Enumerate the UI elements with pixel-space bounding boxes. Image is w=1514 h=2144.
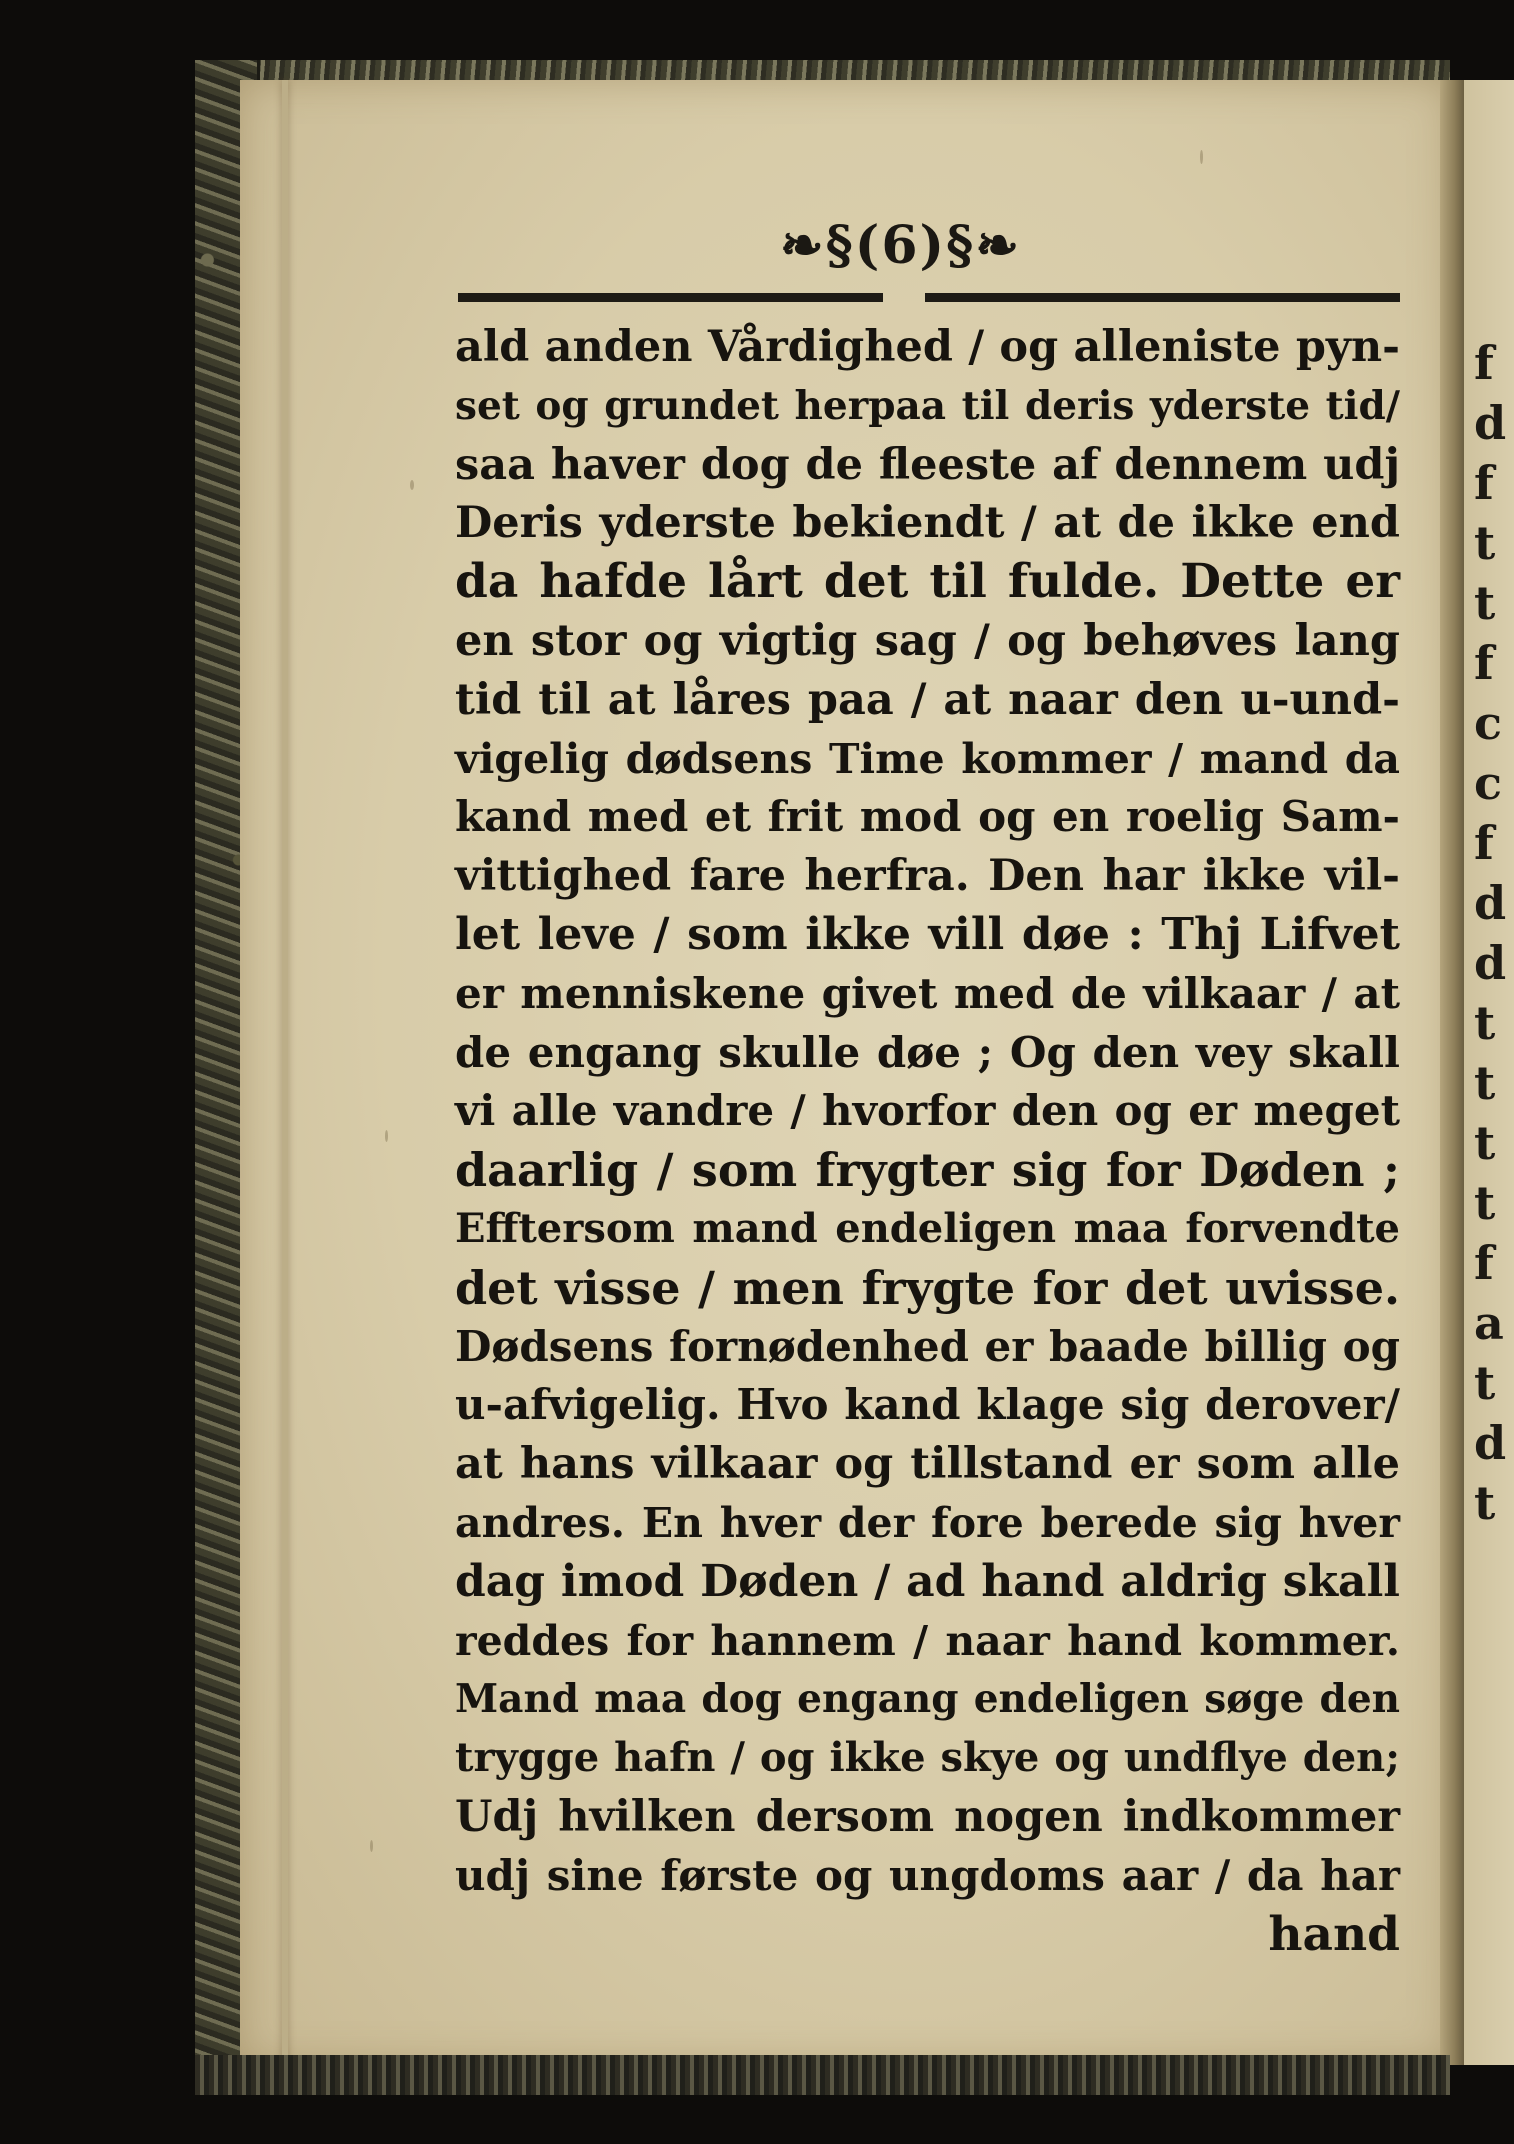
next-page-letter: f <box>1474 336 1494 390</box>
next-page-letter: d <box>1474 396 1507 450</box>
paper-speck <box>370 1840 373 1852</box>
page-number: (6) <box>854 215 947 276</box>
next-page-letter: c <box>1474 696 1503 750</box>
text-line: kand med et frit mod og en roelig Sam- <box>455 792 1400 842</box>
text-line: vittighed fare herfra. Den har ikke vil- <box>455 851 1400 902</box>
text-line: Efftersom mand endeligen maa forvendte <box>455 1204 1400 1252</box>
next-page-letter: t <box>1474 1116 1496 1170</box>
text-line: daarlig / som frygter sig for Døden ; <box>455 1143 1400 1198</box>
text-line: Deris yderste bekiendt / at de ikke end <box>455 498 1400 549</box>
next-page-letter: t <box>1474 516 1496 570</box>
next-page-letter: d <box>1474 1416 1507 1470</box>
text-line: Dødsens fornødenhed er baade billig og <box>455 1321 1400 1371</box>
text-line: tid til at låres paa / at naar den u-und- <box>455 674 1400 725</box>
text-line: dag imod Døden / ad hand aldrig skall <box>455 1555 1400 1607</box>
next-page-letter: f <box>1474 636 1494 690</box>
text-line: set og grundet herpaa til deris yderste tid/ <box>455 382 1400 429</box>
page-edge <box>282 80 288 2065</box>
text-line: reddes for hannem / naar hand kommer. <box>455 1616 1400 1665</box>
text-line: u-afvigelig. Hvo kand klage sig derover/ <box>455 1380 1400 1430</box>
text-line: andres. En hver der fore berede sig hver <box>455 1498 1400 1547</box>
text-line: Mand maa dog engang endeligen søge den <box>455 1676 1400 1723</box>
text-line: er menniskene givet med de vilkaar / at <box>455 968 1400 1018</box>
page-header <box>780 215 1021 276</box>
text-line: vi alle vandre / hvorfor den og er meget <box>455 1086 1400 1136</box>
text-line: saa haver dog de fleeste af dennem udj <box>455 439 1400 490</box>
header-ornament-right: §❧ <box>946 215 1021 276</box>
text-line: det visse / men frygte for det uvisse. <box>455 1260 1400 1315</box>
next-page-letter: t <box>1474 1476 1496 1530</box>
next-page-letter: f <box>1474 1236 1494 1290</box>
text-line: da hafde lårt det til fulde. Dette er <box>455 554 1400 610</box>
next-page-letter: f <box>1474 816 1494 870</box>
next-page-letter: t <box>1474 1056 1496 1110</box>
text-line: en stor og vigtig sag / og behøves lang <box>455 615 1400 666</box>
header-rule-left <box>458 293 883 302</box>
paper-speck <box>385 1130 388 1142</box>
text-line: Udj hvilken dersom nogen indkommer <box>455 1791 1400 1842</box>
next-page-fragment <box>1464 80 1514 2065</box>
paper-speck <box>410 480 414 490</box>
text-line: let leve / som ikke vill døe : Thj Lifvet <box>455 908 1400 960</box>
next-page-letter: t <box>1474 1356 1496 1410</box>
body-text <box>455 318 1400 1964</box>
next-page-letter: a <box>1474 1296 1504 1350</box>
next-page-letter: d <box>1474 876 1507 930</box>
catchword: hand <box>1268 1906 1400 1962</box>
next-page-letter: t <box>1474 996 1496 1050</box>
text-line: trygge hafn / og ikke skye og undflye den; <box>455 1734 1400 1782</box>
text-line: at hans vilkaar og tillstand er som alle <box>455 1439 1400 1490</box>
next-page-letter: f <box>1474 456 1494 510</box>
header-ornament-left: ❧§ <box>780 215 855 276</box>
next-page-letter: c <box>1474 756 1503 810</box>
book-gutter <box>1440 80 1464 2065</box>
next-page-letter: d <box>1474 936 1507 990</box>
next-page-letter: t <box>1474 576 1496 630</box>
header-rule-right <box>925 293 1400 302</box>
text-line: vigelig dødsens Time kommer / mand da <box>455 734 1400 783</box>
text-line: udj sine første og ungdoms aar / da har <box>455 1850 1400 1900</box>
text-line: de engang skulle døe ; Og den vey skall <box>455 1027 1400 1077</box>
text-line: ald anden Vårdighed / og alleniste pyn- <box>455 322 1400 372</box>
board-bottom-edge <box>195 2055 1450 2095</box>
next-page-letter: t <box>1474 1176 1496 1230</box>
paper-speck <box>1200 150 1203 164</box>
